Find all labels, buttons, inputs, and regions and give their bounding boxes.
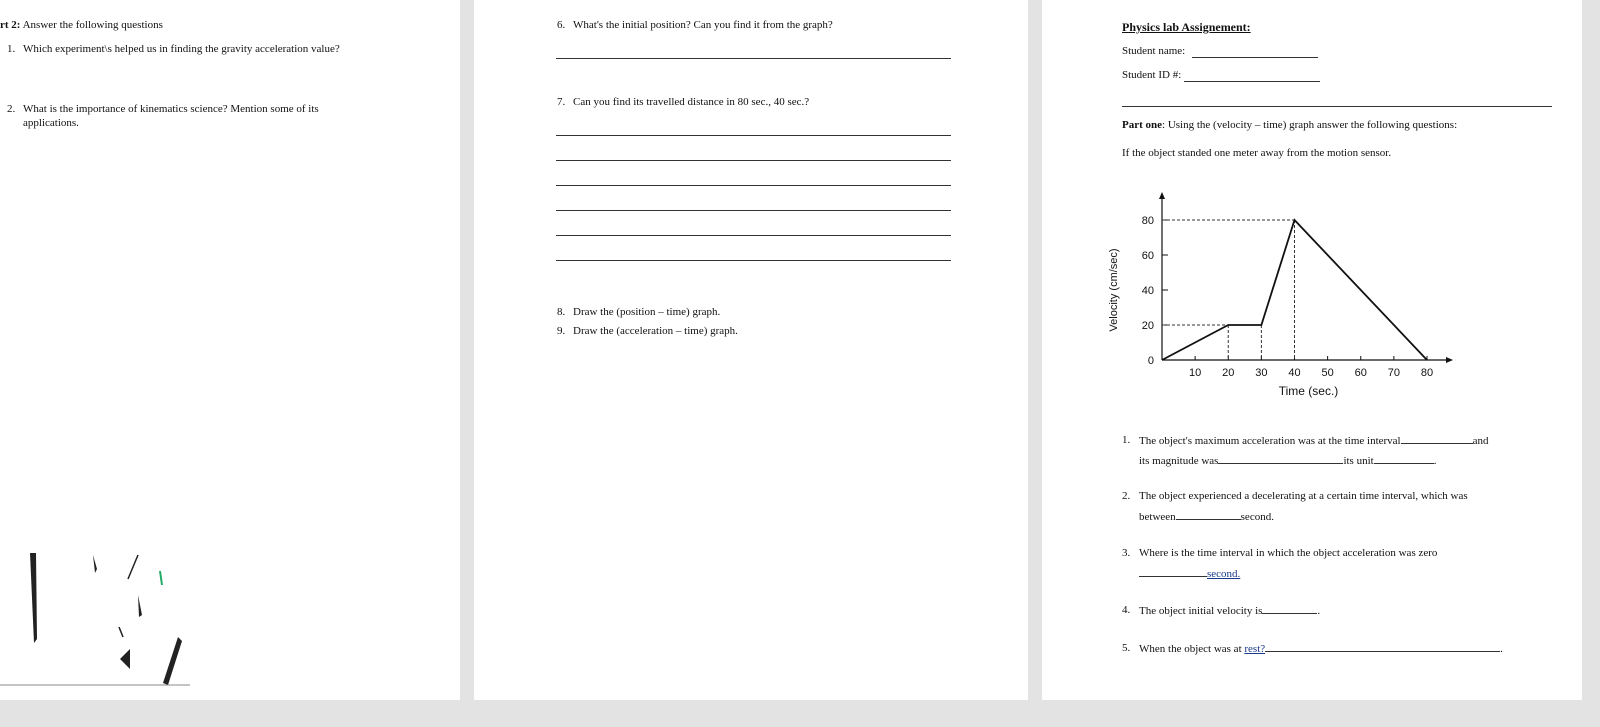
question-number: 2. — [1122, 490, 1131, 502]
question-number: 9. — [557, 325, 566, 337]
x-tick-label: 60 — [1354, 367, 1367, 379]
y-tick-label: 0 — [1147, 355, 1154, 367]
answer-line[interactable] — [556, 210, 951, 211]
document-page-3 — [1042, 0, 1582, 700]
question-text — [1139, 641, 1503, 656]
y-tick-label: 20 — [1141, 320, 1154, 332]
x-tick-label: 50 — [1321, 367, 1334, 379]
question-text-part: second. — [1240, 511, 1274, 523]
answer-line[interactable] — [556, 185, 951, 186]
question-text-part: rest? — [1244, 643, 1266, 655]
question-number: 8. — [557, 306, 566, 318]
question-text: The object experienced a decelerating at a certain time interval, which was — [1139, 490, 1468, 502]
question-text-part: its unit — [1343, 455, 1374, 467]
x-tick-label: 30 — [1255, 367, 1268, 379]
question-number: 6. — [557, 19, 566, 31]
question-number: 4. — [1122, 604, 1131, 616]
answer-blank[interactable] — [1176, 509, 1241, 520]
question-text: Where is the time interval in which the object acceleration was zero — [1139, 547, 1438, 559]
question-text-part: between — [1139, 511, 1176, 523]
x-tick-label: 10 — [1189, 367, 1202, 379]
answer-line[interactable] — [556, 58, 951, 59]
x-tick-label: 40 — [1288, 367, 1301, 379]
x-axis-label: Time (sec.) — [1278, 384, 1339, 398]
y-axis-arrow — [1159, 192, 1165, 199]
student-name-field[interactable] — [1192, 57, 1318, 58]
question-text-continued: applications. — [23, 117, 79, 129]
question-number: 5. — [1122, 642, 1131, 654]
assignment-title: Physics lab Assignement: — [1122, 20, 1251, 34]
question-text-part: When the object was at — [1139, 643, 1242, 655]
document-page-1 — [0, 0, 460, 700]
velocity-time-chart — [1082, 185, 1562, 420]
ink-scribble-marks — [0, 545, 200, 695]
question-text-part: The object initial velocity is — [1139, 605, 1263, 617]
divider — [1122, 106, 1552, 107]
student-id-field[interactable] — [1184, 81, 1320, 82]
answer-line[interactable] — [556, 235, 951, 236]
y-axis-label: Velocity (cm/sec) — [1108, 248, 1120, 332]
answer-blank[interactable] — [1401, 433, 1473, 444]
question-text-part: its magnitude was — [1139, 455, 1219, 467]
part-two-heading-bold: rt 2: — [0, 19, 21, 31]
question-number: 1. — [7, 43, 16, 55]
question-text-part: . — [1500, 643, 1503, 655]
question-number: 3. — [1122, 547, 1131, 559]
answer-line[interactable] — [556, 160, 951, 161]
answer-blank[interactable] — [1218, 453, 1343, 464]
part-one-heading-text: : Using the (velocity – time) graph answer the following questions: — [1162, 119, 1458, 131]
question-text: Draw the (position – time) graph. — [573, 306, 721, 318]
question-text-part: . — [1433, 455, 1437, 467]
question-text — [1139, 603, 1320, 618]
question-text: What is the importance of kinematics science? Mention some of its — [23, 103, 319, 115]
y-tick-label: 60 — [1141, 250, 1154, 262]
question-text-part: The object's maximum acceleration was at the time interval — [1139, 435, 1401, 447]
x-tick-label: 70 — [1387, 367, 1400, 379]
part-two-heading-text: Answer the following questions — [20, 19, 163, 31]
question-text — [1139, 433, 1489, 448]
y-tick-label: 40 — [1141, 285, 1154, 297]
question-text-part: second. — [1207, 568, 1241, 580]
question-number: 7. — [557, 96, 566, 108]
x-tick-label: 80 — [1420, 367, 1434, 379]
answer-line[interactable] — [556, 260, 951, 261]
x-axis-arrow — [1446, 357, 1453, 363]
part-one-heading — [1122, 118, 1457, 132]
question-text: Can you find its travelled distance in 80 sec., 40 sec.? — [573, 96, 810, 108]
answer-blank[interactable] — [1262, 603, 1317, 614]
answer-line[interactable] — [556, 135, 951, 136]
question-text: Which experiment\s helped us in finding the gravity acceleration value? — [23, 43, 340, 55]
part-one-heading-bold: Part one — [1122, 119, 1163, 131]
answer-blank[interactable] — [1374, 453, 1434, 464]
question-text: Draw the (acceleration – time) graph. — [573, 325, 738, 337]
y-tick-label: 80 — [1141, 215, 1154, 227]
document-page-2 — [474, 0, 1028, 700]
question-number: 2. — [7, 103, 16, 115]
question-text — [1139, 509, 1274, 524]
x-tick-label: 20 — [1222, 367, 1235, 379]
question-text-part: . — [1317, 605, 1321, 617]
student-name-label: Student name: — [1122, 45, 1186, 57]
question-text: What's the initial position? Can you find it from the graph? — [573, 19, 833, 31]
student-id-label: Student ID #: — [1122, 69, 1182, 81]
answer-blank[interactable] — [1139, 566, 1207, 577]
answer-blank[interactable] — [1265, 641, 1500, 652]
intro-text: If the object standed one meter away from the motion sensor. — [1122, 147, 1392, 159]
question-number: 1. — [1122, 434, 1131, 446]
part-two-heading — [0, 18, 163, 32]
question-text — [1139, 453, 1436, 468]
question-text — [1139, 566, 1240, 581]
question-text-part: and — [1472, 435, 1489, 447]
